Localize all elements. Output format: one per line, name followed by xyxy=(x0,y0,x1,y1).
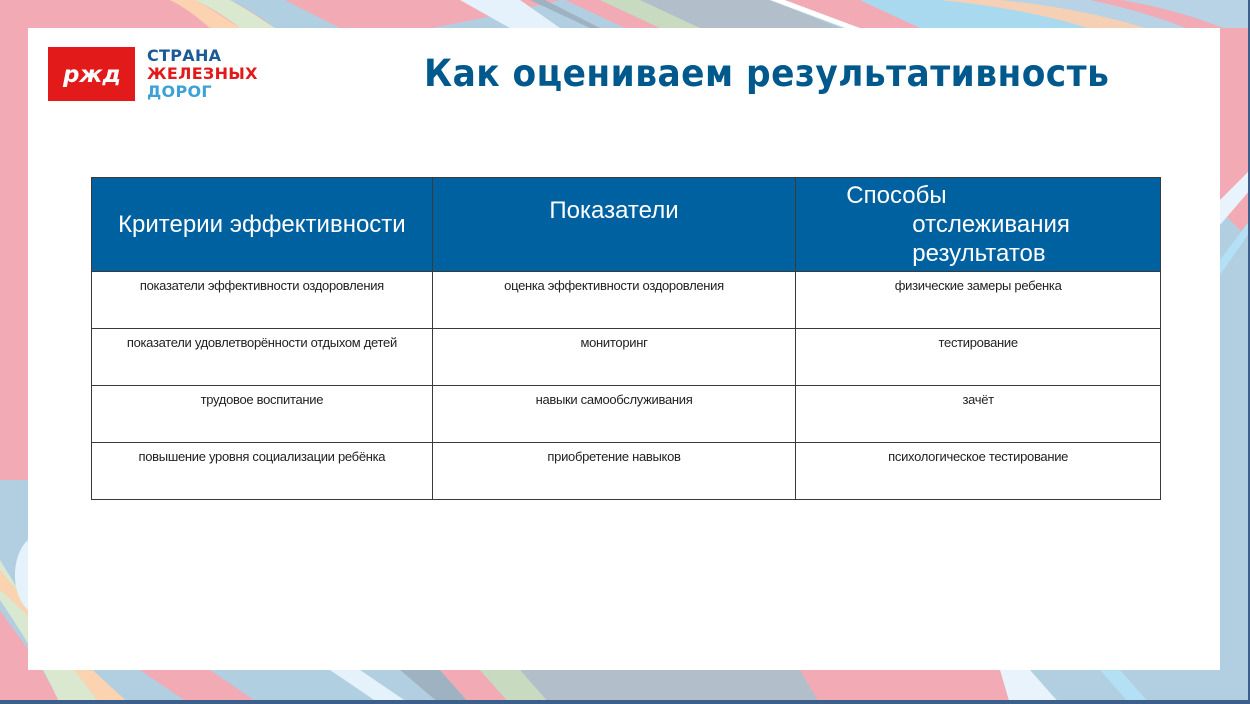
cell-criteria: показатели удовлетворённости отдыхом детей xyxy=(92,329,433,386)
cell-criteria: повышение уровня социализации ребёнка xyxy=(92,443,433,500)
table-row xyxy=(92,443,1161,500)
svg-text:ржд: ржд xyxy=(62,62,121,87)
cell-method: зачёт xyxy=(796,386,1161,443)
cell-method: физические замеры ребенка xyxy=(796,272,1161,329)
logo-line-3: ДОРОГ xyxy=(147,82,212,101)
cell-method: психологическое тестирование xyxy=(796,443,1161,500)
cell-indicator: приобретение навыков xyxy=(432,443,796,500)
cell-criteria: показатели эффективности оздоровления xyxy=(92,272,433,329)
header-tracking-line-3: результатов xyxy=(912,240,1046,267)
header-tracking-line-1: Способы xyxy=(846,182,947,209)
rzd-glyph-icon xyxy=(60,61,124,87)
table-row xyxy=(92,272,1161,329)
table-row xyxy=(92,386,1161,443)
header-tracking-methods xyxy=(796,178,1161,272)
logo-line-2: ЖЕЛЕЗНЫХ xyxy=(147,64,258,83)
cell-indicator: мониторинг xyxy=(432,329,796,386)
header-criteria: Критерии эффективности xyxy=(92,178,433,272)
cell-indicator: оценка эффективности оздоровления xyxy=(432,272,796,329)
cell-method: тестирование xyxy=(796,329,1161,386)
table-header-row xyxy=(92,178,1161,272)
rzd-logo-icon xyxy=(48,47,135,101)
cell-indicator: навыки самообслуживания xyxy=(432,386,796,443)
logo-line-1: СТРАНА xyxy=(147,46,222,65)
logo-wordmark xyxy=(147,47,258,101)
slide-bottom-edge xyxy=(0,700,1250,704)
effectiveness-table xyxy=(91,177,1161,500)
table-row xyxy=(92,329,1161,386)
header-tracking-line-2: отслеживания xyxy=(912,211,1070,238)
page-title: Как оцениваем результативность xyxy=(424,52,1110,95)
cell-criteria: трудовое воспитание xyxy=(92,386,433,443)
rzd-logo xyxy=(48,47,258,101)
header-indicators: Показатели xyxy=(432,178,796,272)
